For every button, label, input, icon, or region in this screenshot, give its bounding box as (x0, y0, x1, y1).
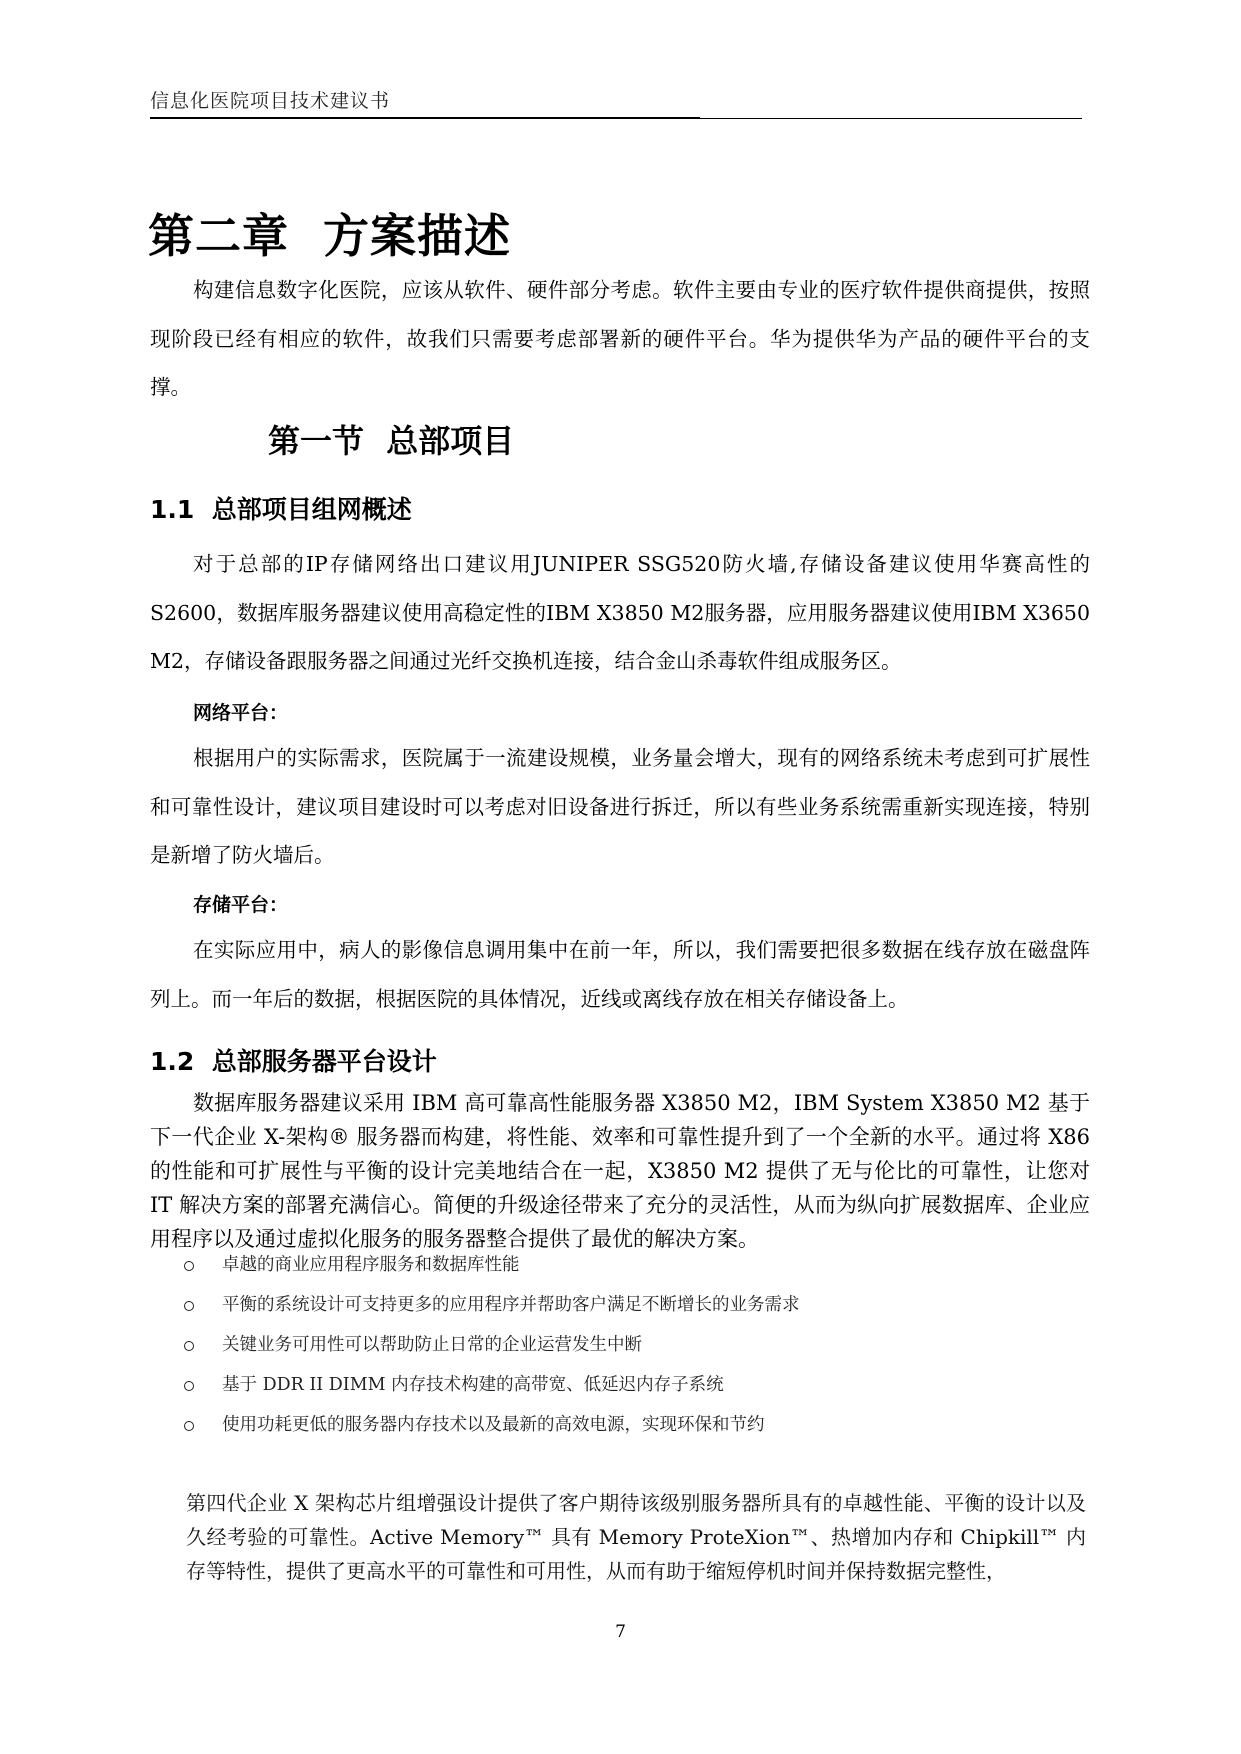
overview-text: 对于总部的IP存储网络出口建议用JUNIPER SSG520防火墙,存储设备建议使用华赛高性的S2600，数据库服务器建议使用高稳定性的IBM X3850 M2服务器，应用服务器建议使用IBM X3650 M2，存储设备跟服务器之间通过光纤交换机连接，结合金山杀毒软件组成服务区。 (150, 552, 1090, 673)
list-item (150, 1251, 1090, 1291)
storage-platform-text: 在实际应用中，病人的影像信息调用集中在前一年，所以，我们需要把很多数据在线存放在磁盘阵列上。而一年后的数据，根据医院的具体情况，近线或离线存放在相关存储设备上。 (150, 938, 1090, 1011)
server-design-paragraph (150, 1086, 1090, 1256)
list-item-text: 基于 DDR II DIMM 内存技术构建的高带宽、低延迟内存子系统 (222, 1375, 724, 1395)
bullet-circle-icon (184, 1381, 194, 1391)
chapter-intro-text: 构建信息数字化医院，应该从软件、硬件部分考虑。软件主要由专业的医疗软件提供商提供，按照现阶段已经有相应的软件，故我们只需要考虑部署新的硬件平台。华为提供华为产品的硬件平台的支撑。 (150, 278, 1090, 399)
section-title: 第一节 总部项目 (268, 422, 515, 460)
network-platform-label: 网络平台： (193, 702, 289, 724)
server-design-text: 数据库服务器建议采用 IBM 高可靠高性能服务器 X3850 M2，IBM System X3850 M2 基于下一代企业 X-架构® 服务器而构建，将性能、效率和可靠性提升到了一个全新的水平。通过将 X86 的性能和可扩展性与平衡的设计完美地结合在一起，X3850 M2 提供了无与伦比的可靠性，让您对 IT 解决方案的部署充满信心。简便的升级途径带来了充分的灵活性，从而为纵向扩展数据库、企业应用程序以及通过虚拟化服务的服务器整合提供了最优的解决方案。 (150, 1091, 1090, 1251)
network-platform-text: 根据用户的实际需求，医院属于一流建设规模，业务量会增大，现有的网络系统未考虑到可扩展性和可靠性设计，建议项目建设时可以考虑对旧设备进行拆迁，所以有些业务系统需重新实现连接，特别是新增了防火墙后。 (150, 746, 1090, 867)
subsection-title-1-1: 1.1 总部项目组网概述 (150, 495, 412, 524)
bullet-circle-icon (184, 1421, 194, 1431)
running-header: 信息化医院项目技术建议书 (150, 90, 391, 112)
feature-bullet-list (150, 1251, 1090, 1451)
header-rule-accent (150, 117, 700, 119)
list-item (150, 1291, 1090, 1331)
subsection-title-1-2: 1.2 总部服务器平台设计 (150, 1047, 437, 1076)
chapter-intro-paragraph (150, 266, 1090, 412)
gen4-chipset-paragraph: 第四代企业 X 架构芯片组增强设计提供了客户期待该级别服务器所具有的卓越性能、平衡的设计以及久经考验的可靠性。Active Memory™ 具有 Memory ProteXion™、热增加内存和 Chipkill™ 内存等特性，提供了更高水平的可靠性和可用性，从而有助于缩短停机时间并保持数据完整性， (186, 1491, 1086, 1583)
list-item-text: 卓越的商业应用程序服务和数据库性能 (222, 1255, 520, 1275)
bullet-circle-icon (184, 1341, 194, 1351)
storage-platform-paragraph (150, 926, 1090, 1023)
bullet-circle-icon (184, 1301, 194, 1311)
network-platform-paragraph (150, 734, 1090, 880)
chapter-title: 第二章 方案描述 (148, 209, 512, 263)
storage-platform-label: 存储平台： (193, 894, 289, 916)
bullet-circle-icon (184, 1261, 194, 1271)
list-item-text: 关键业务可用性可以帮助防止日常的企业运营发生中断 (222, 1335, 642, 1355)
list-item (150, 1411, 1090, 1451)
list-item (150, 1371, 1090, 1411)
overview-paragraph (150, 540, 1090, 686)
list-item-text: 平衡的系统设计可支持更多的应用程序并帮助客户满足不断增长的业务需求 (222, 1295, 800, 1315)
page-number: 7 (615, 1622, 626, 1642)
list-item (150, 1331, 1090, 1371)
list-item-text: 使用功耗更低的服务器内存技术以及最新的高效电源，实现环保和节约 (222, 1415, 765, 1435)
